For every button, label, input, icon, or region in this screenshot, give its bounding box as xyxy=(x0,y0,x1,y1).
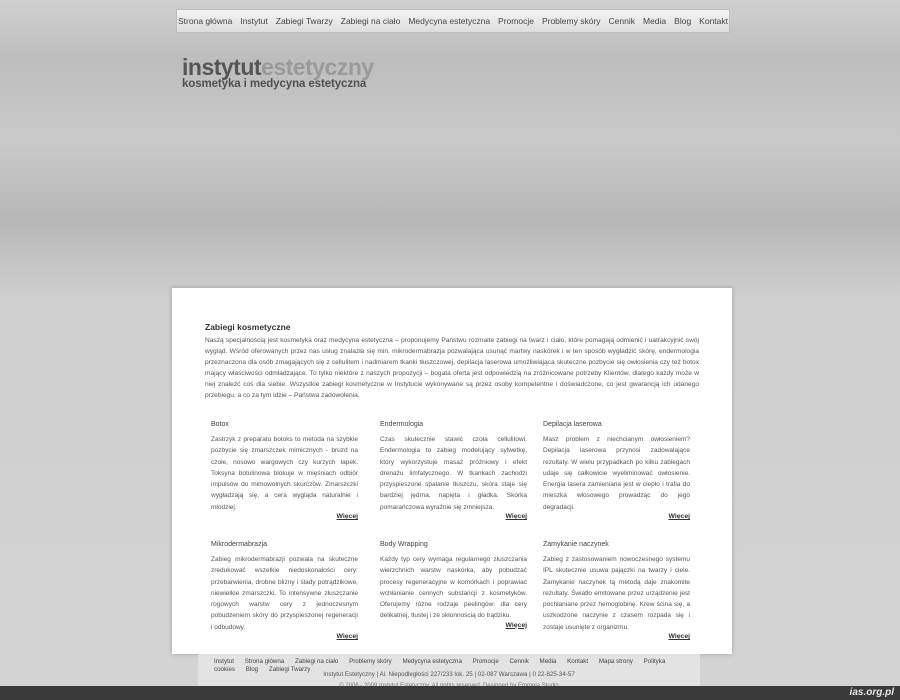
more-link-zamykanie-naczynek[interactable]: Więcej xyxy=(668,633,690,641)
nav-item-zabiegi-na-cialo[interactable]: Zabiegi na ciało xyxy=(340,16,401,26)
card-zamykanie-naczynek xyxy=(543,541,690,640)
footer-link-problemy-skory[interactable]: Problemy skóry xyxy=(349,658,392,665)
card-depilacja-laserowa xyxy=(543,421,690,520)
site-logo[interactable] xyxy=(182,54,374,90)
footer-address: Instytut Estetyczny | Al. Niepodległości 227/233 lok. 25 | 02-087 Warszawa | 0 22-825-34-57 xyxy=(323,671,575,678)
card-title: Botox xyxy=(211,421,229,428)
card-endermologia xyxy=(380,421,527,520)
footer-link-zabiegi-na-cialo[interactable]: Zabiegi na ciało xyxy=(294,658,339,665)
main-nav xyxy=(176,9,730,33)
card-mikrodermabrazja xyxy=(211,541,358,640)
more-link-endermologia[interactable]: Więcej xyxy=(505,513,527,521)
footer-link-promocje[interactable]: Promocje xyxy=(472,658,499,665)
card-body-wrapping xyxy=(380,541,527,629)
footer-link-mapa-strony[interactable]: Mapa strony xyxy=(598,658,633,665)
bottom-bar xyxy=(0,686,900,700)
footer-link-media[interactable]: Media xyxy=(539,658,557,665)
card-text: Każdy typ cery wymaga regularnego złuszczania wierzchnich warstw naskórka, aby pobudzać procesy regeneracyjne w komórkach i poprawiać wchłanianie cennych substancji z kosmetyków. Oferujemy różne rodzaje peelingów: dla cery delikatnej, tłustej i ze skłonnością do trądziku. xyxy=(380,556,527,620)
nav-item-medycyna-estetyczna[interactable]: Medycyna estetyczna xyxy=(408,16,491,26)
card-title: Depilacja laserowa xyxy=(543,421,602,428)
card-text: Zastrzyk z preparatu botoks to metoda na szybkie pozbycie się zmarszczek mimicznych - bruzd na czole, nosowo wargowych czy kurzych łapek. Toksyna botulinowa blokuje w mięśniach odbiór impulsów do mimowolnych skurczów. Zmarszczki wygładzają się, a cera wygląda naturalnie i młodziej. xyxy=(211,436,358,511)
card-botox xyxy=(211,421,358,520)
footer-link-strona-glowna[interactable]: Strona główna xyxy=(244,658,285,665)
footer xyxy=(198,654,700,690)
nav-item-promocje[interactable]: Promocje xyxy=(498,16,534,26)
footer-link-kontakt[interactable]: Kontakt xyxy=(567,658,589,665)
card-text: Czas skutecznie stawić czoła cellulitowi. Endermologia to zabieg modelujący sylwetkę, który wykorzystuje masaż próżniowy i efekt drenażu limfatycznego. W tkankach zachodzi przyspieszone spalanie tłuszczu, skóra staje się bardziej jędrna, napięta i gładka. Skórka pomarańczowa wyraźnie się zmniejsza. xyxy=(380,436,527,511)
footer-link-cennik[interactable]: Cennik xyxy=(509,658,529,665)
footer-link-blog[interactable]: Blog xyxy=(245,666,259,673)
nav-item-problemy-skory[interactable]: Problemy skóry xyxy=(541,16,601,26)
content-panel xyxy=(172,288,732,654)
more-link-body-wrapping[interactable]: Więcej xyxy=(505,621,527,629)
logo-part-instytut: instytut xyxy=(182,54,262,80)
card-text: Zabieg mikrodermabrazji pozwala na skuteczne zredukować wszelkie niedoskonałości cery: przebarwienia, drobne blizny i ślady potrądzikowe, niewielkie zmarszczki. To intensywne złuszczanie rogowych warstw cery z jednoczesnym pobudzeniem skóry do przyspieszonej regeneracji i odbudowy. xyxy=(211,556,358,631)
logo-wordmark xyxy=(182,54,374,80)
nav-item-zabiegi-twarzy[interactable]: Zabiegi Twarzy xyxy=(275,16,333,26)
nav-item-media[interactable]: Media xyxy=(643,16,667,26)
card-title: Zamykanie naczynek xyxy=(543,541,609,548)
card-text: Zabieg z zastosowaniem nowoczesnego systemu IPL skutecznie usuwa pajączki na twarzy i ciele. Zamykanie naczynek tą metodą daje znakomite rezultaty. Światło emitowane przez urządzenie jest pochłaniane przez hemoglobinę. Krew ścina się, a uszkodzone naczynie z czasem rozpada się i zostaje usunięte z organizmu. xyxy=(543,556,690,631)
nav-item-strona-glowna[interactable]: Strona główna xyxy=(178,16,233,26)
card-text: Masz problem z niechcianym owłosieniem? Depilacja laserowa przynosi zadowalające rezultaty. W wielu przypadkach po kilku zabiegach udaje się całkowicie wyeliminować owłosienie. Energia lasera zamieniana jest w ciepło i trafia do mieszka włosowego prowadząc do jego degradacji. xyxy=(543,436,690,511)
logo-part-estetyczny: estetyczny xyxy=(261,54,374,80)
nav-item-cennik[interactable]: Cennik xyxy=(608,16,635,26)
more-link-mikrodermabrazja[interactable]: Więcej xyxy=(336,633,358,641)
watermark: ias.org.pl xyxy=(849,687,894,698)
nav-item-blog[interactable]: Blog xyxy=(674,16,692,26)
logo-tagline: kosmetyka i medycyna estetyczna xyxy=(182,78,367,90)
footer-link-zabiegi-twarzy[interactable]: Zabiegi Twarzy xyxy=(268,666,311,673)
card-title: Mikrodermabrazja xyxy=(211,541,268,548)
card-title: Endermologia xyxy=(380,421,424,428)
footer-link-medycyna-estetyczna[interactable]: Medycyna estetyczna xyxy=(402,658,462,665)
intro-text: Naszą specjalnością jest kosmetyka oraz medycyna estetyczna – proponujemy Państwu rozmaite zabiegi na twarz i ciało, które pomagają odmienić i uatrakcyjnić swój wygląd. Wśród oferowanych przez nas usług znalazła się min. mikrodermabrazja pozwalająca usunąć martwy naskórek i w ten sposób wygładzić skórę, endermologia przeznaczona dla osób zmagających się z cellulitem i nadmiarem tkanki tłuszczowej, depilacja laserowa umożliwiająca skuteczne pozbycie się owłosienia czy też botox mający właściwości odmładzające. To tylko niektóre z naszych propozycji – bogata oferta jest odpowiedzią na zróżnicowane potrzeby Klientów, dlatego każdy może w niej znaleźć coś dla siebie. Wszystkie zabiegi kosmetyczne w Instytucie wykonywane są przez osoby kompetentne i doświadczone, co jest gwarancją ich udanego przebiegu, a co za tym idzie – Państwa zadowolenia. xyxy=(205,337,699,400)
page-title: Zabiegi kosmetyczne xyxy=(205,322,291,332)
footer-link-polityka-cookies[interactable]: Polityka cookies xyxy=(214,658,666,673)
more-link-botox[interactable]: Więcej xyxy=(336,513,358,521)
card-title: Body Wrapping xyxy=(380,541,428,548)
nav-item-instytut[interactable]: Instytut xyxy=(240,16,268,26)
footer-link-instytut[interactable]: Instytut xyxy=(214,658,234,665)
nav-item-kontakt[interactable]: Kontakt xyxy=(699,16,728,26)
more-link-depilacja[interactable]: Więcej xyxy=(668,513,690,521)
